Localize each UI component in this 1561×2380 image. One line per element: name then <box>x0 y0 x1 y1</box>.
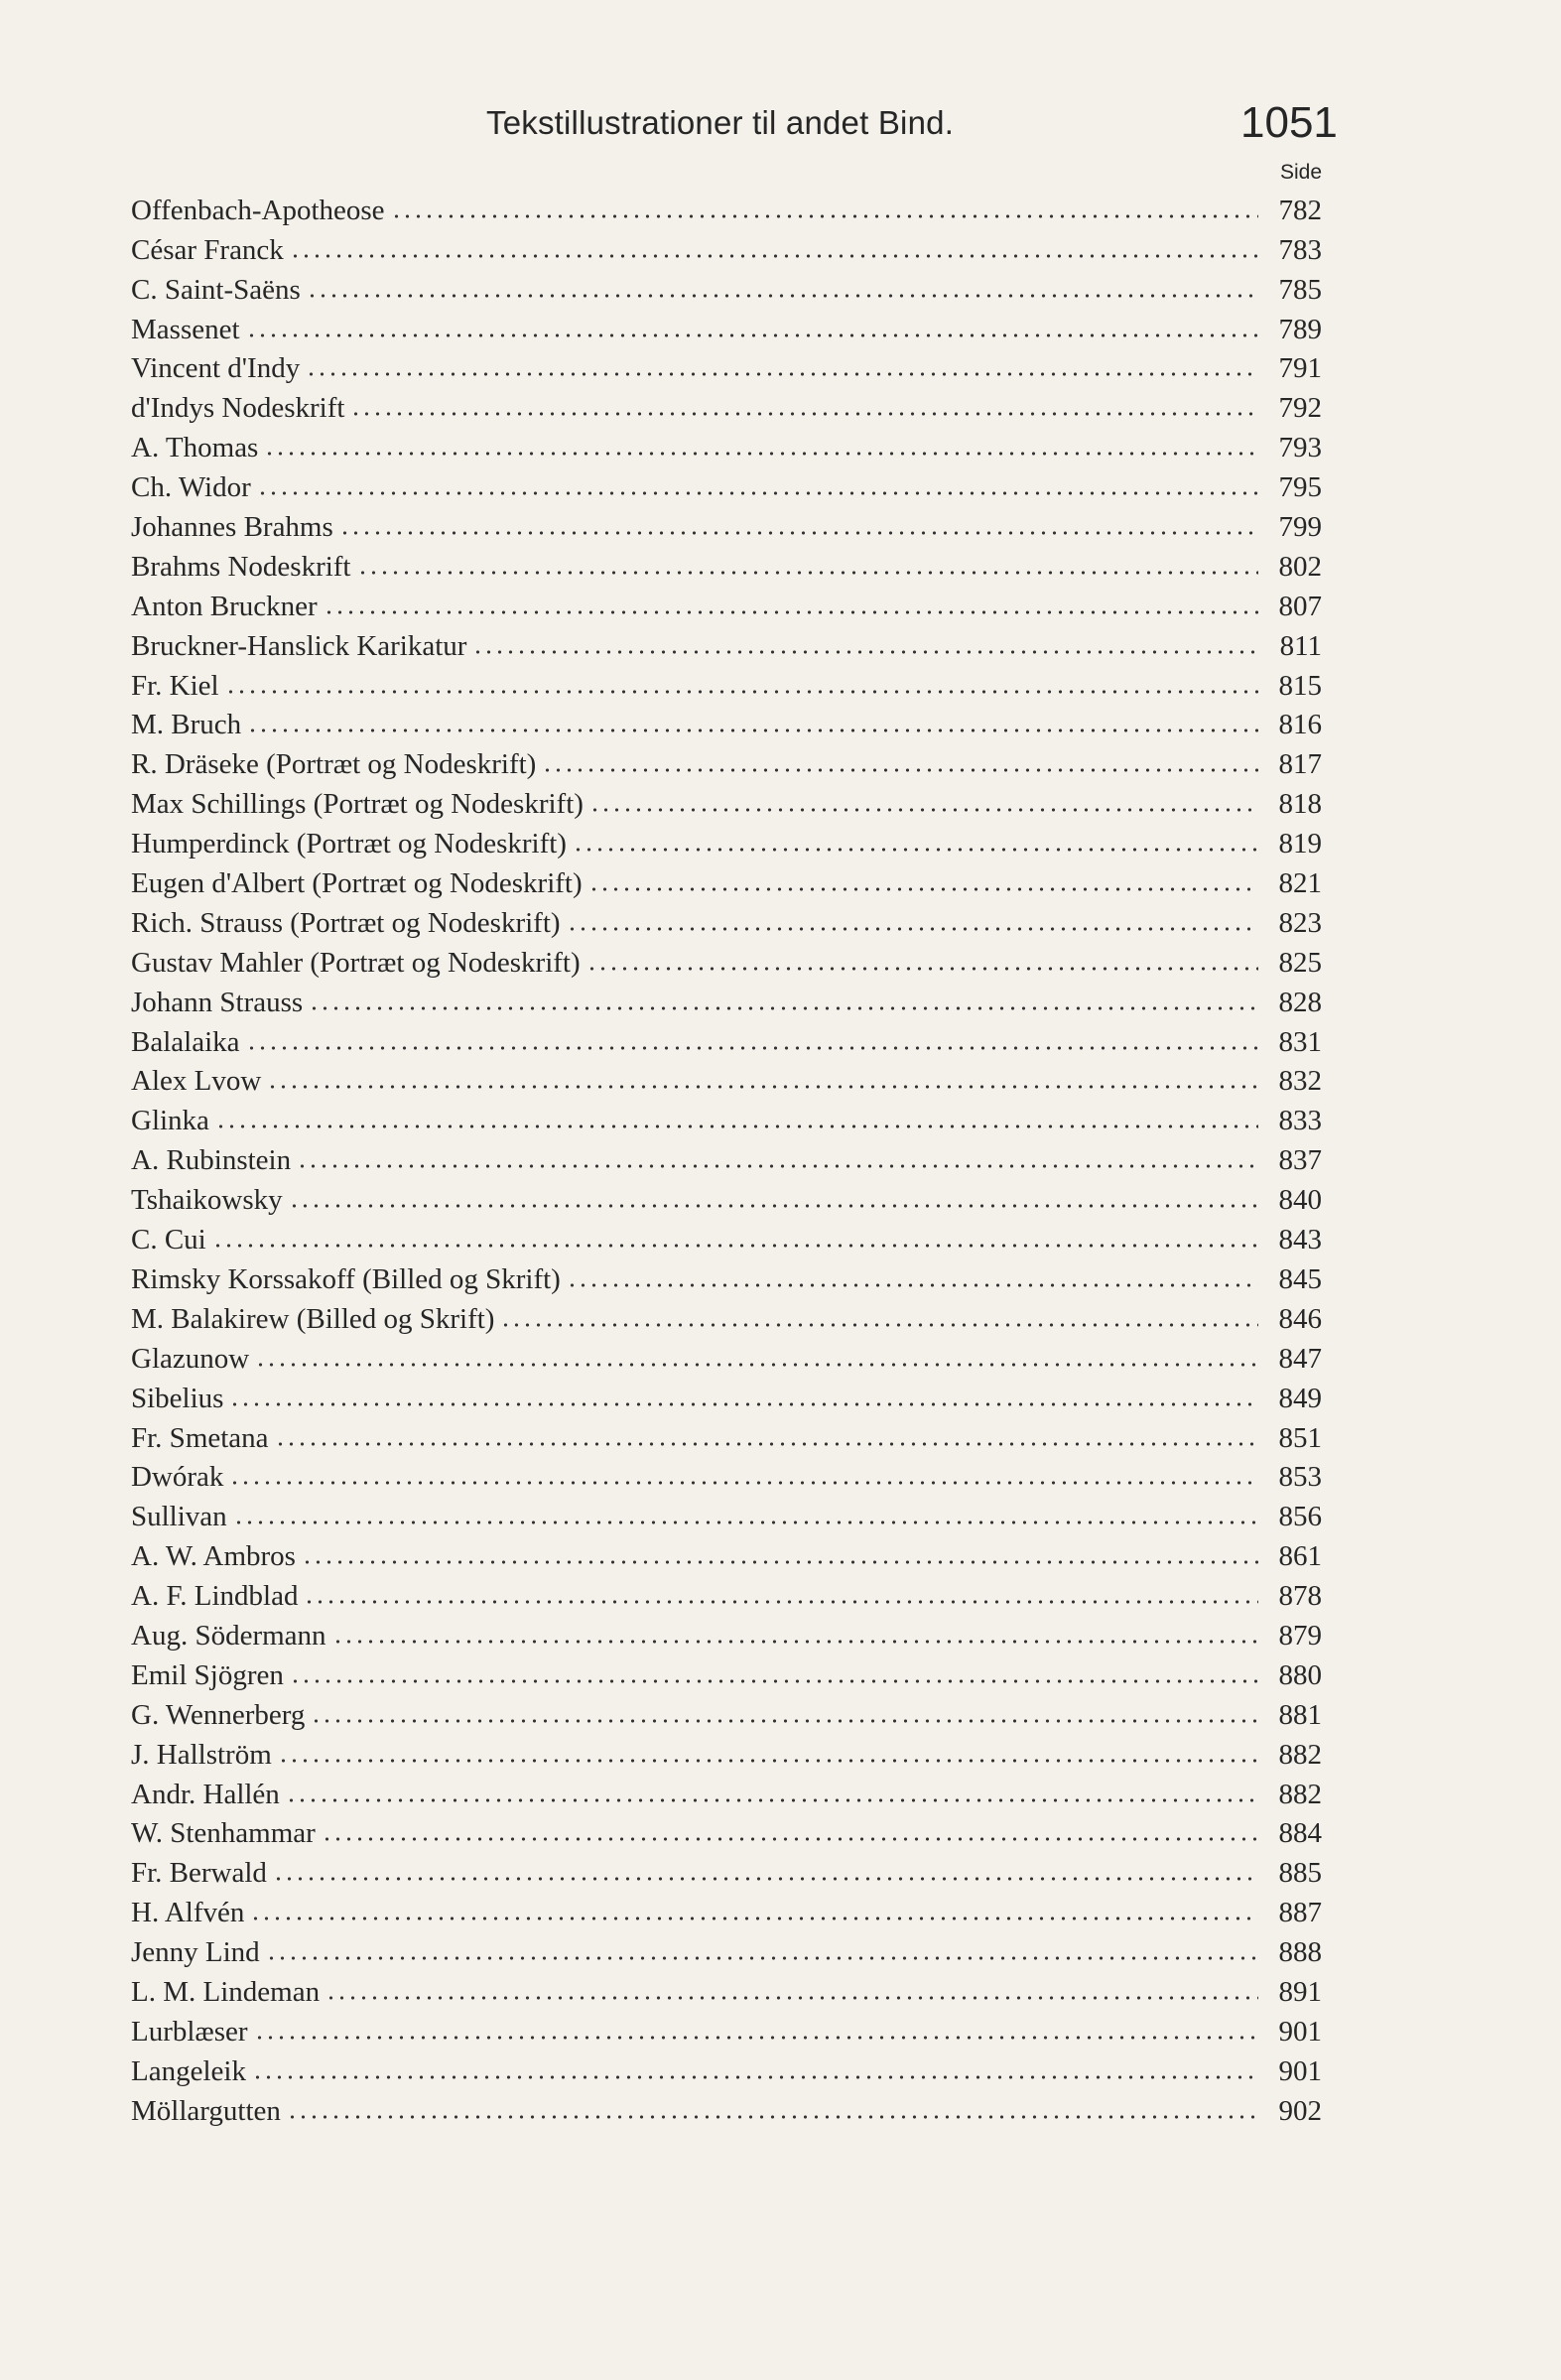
entry-label: Sibelius <box>131 1382 224 1414</box>
dot-leader <box>254 2034 1258 2042</box>
entry-page-number: 807 <box>1278 590 1322 622</box>
entry-label: R. Dräseke (Portræt og Nodeskrift) <box>131 748 537 781</box>
entry-page-number: 782 <box>1278 194 1322 226</box>
entry-page-number: 816 <box>1278 709 1322 741</box>
list-item <box>131 1138 1322 1178</box>
list-item <box>131 1218 1322 1257</box>
list-item <box>131 1970 1322 2010</box>
entry-page-number: 793 <box>1278 432 1322 464</box>
illustration-list <box>131 189 1322 2129</box>
entry-label: A. W. Ambros <box>131 1540 296 1573</box>
list-item <box>131 585 1322 624</box>
entry-label: Fr. Berwald <box>131 1857 267 1890</box>
dot-leader <box>287 2113 1258 2121</box>
list-item <box>131 426 1322 465</box>
list-item <box>131 1812 1322 1852</box>
list-item <box>131 624 1322 664</box>
entry-page-number: 878 <box>1278 1580 1322 1613</box>
entry-page-number: 902 <box>1278 2094 1322 2127</box>
list-item <box>131 1178 1322 1218</box>
dot-leader <box>324 608 1258 616</box>
dot-leader <box>567 925 1258 933</box>
entry-label: Vincent d'Indy <box>131 352 301 385</box>
dot-leader <box>246 331 1258 339</box>
entry-page-number: 819 <box>1278 828 1322 860</box>
entry-page-number: 815 <box>1278 669 1322 702</box>
list-item <box>131 308 1322 347</box>
list-item <box>131 268 1322 308</box>
entry-label: L. M. Lindeman <box>131 1975 321 2008</box>
dot-leader <box>247 727 1258 734</box>
page-number: 1051 <box>1240 98 1338 147</box>
entry-label: Dwórak <box>131 1461 224 1494</box>
entry-page-number: 818 <box>1278 788 1322 821</box>
list-item <box>131 1257 1322 1297</box>
dot-leader <box>246 1044 1258 1052</box>
entry-page-number: 901 <box>1278 2015 1322 2048</box>
dot-leader <box>264 450 1258 458</box>
entry-label: Möllargutten <box>131 2094 281 2127</box>
entry-page-number: 847 <box>1278 1342 1322 1375</box>
entry-label: Johannes Brahms <box>131 511 333 544</box>
entry-label: Sullivan <box>131 1501 227 1533</box>
entry-label: Aug. Södermann <box>131 1619 326 1652</box>
entry-page-number: 802 <box>1278 550 1322 583</box>
entry-page-number: 840 <box>1278 1184 1322 1217</box>
dot-leader <box>588 885 1258 893</box>
list-item <box>131 704 1322 743</box>
entry-page-number: 832 <box>1278 1065 1322 1098</box>
entry-page-number: 891 <box>1278 1975 1322 2008</box>
list-item <box>131 347 1322 387</box>
list-item <box>131 782 1322 822</box>
list-item <box>131 1060 1322 1100</box>
list-item <box>131 1337 1322 1377</box>
entry-label: Johann Strauss <box>131 986 304 1018</box>
dot-leader <box>266 1954 1258 1962</box>
entry-page-number: 885 <box>1278 1857 1322 1890</box>
dot-leader <box>229 1479 1258 1487</box>
dot-leader <box>472 648 1258 656</box>
dot-leader <box>589 806 1258 814</box>
list-item <box>131 1297 1322 1337</box>
list-item <box>131 1773 1322 1812</box>
dot-leader <box>322 1835 1258 1843</box>
dot-leader <box>307 292 1258 300</box>
entry-page-number: 799 <box>1278 511 1322 544</box>
entry-label: Humperdinck (Portræt og Nodeskrift) <box>131 828 567 860</box>
entry-page-number: 888 <box>1278 1936 1322 1969</box>
entry-page-number: 845 <box>1278 1262 1322 1295</box>
dot-leader <box>290 252 1258 260</box>
dot-leader <box>573 846 1258 854</box>
entry-page-number: 837 <box>1278 1144 1322 1177</box>
list-item <box>131 1456 1322 1496</box>
dot-leader <box>278 1757 1258 1765</box>
dot-leader <box>225 688 1258 696</box>
entry-page-number: 887 <box>1278 1897 1322 1929</box>
entry-label: Alex Lvow <box>131 1065 262 1098</box>
entry-label: A. Rubinstein <box>131 1144 292 1177</box>
page-column-label: Side <box>1279 161 1322 184</box>
entry-label: Fr. Smetana <box>131 1421 269 1454</box>
list-item <box>131 2089 1322 2129</box>
dot-leader <box>267 1083 1258 1091</box>
entry-label: Eugen d'Albert (Portræt og Nodeskrift) <box>131 867 583 900</box>
entry-label: d'Indys Nodeskrift <box>131 392 345 425</box>
entry-page-number: 851 <box>1278 1421 1322 1454</box>
entry-page-number: 792 <box>1278 392 1322 425</box>
list-item <box>131 1534 1322 1574</box>
entry-label: Glazunow <box>131 1342 250 1375</box>
entry-label: Balalaika <box>131 1025 240 1058</box>
dot-leader <box>297 1162 1258 1170</box>
list-item <box>131 1495 1322 1534</box>
list-item <box>131 545 1322 585</box>
entry-label: C. Saint-Saëns <box>131 273 301 306</box>
dot-leader <box>391 212 1258 220</box>
entry-label: Rich. Strauss (Portræt og Nodeskrift) <box>131 906 561 939</box>
list-item <box>131 981 1322 1020</box>
list-item <box>131 2010 1322 2049</box>
entry-label: Emil Sjögren <box>131 1658 284 1691</box>
list-item <box>131 1020 1322 1060</box>
dot-leader <box>339 529 1258 537</box>
dot-leader <box>252 2073 1258 2081</box>
entry-page-number: 821 <box>1278 867 1322 900</box>
dot-leader <box>325 1994 1258 2002</box>
entry-label: Max Schillings (Portræt og Nodeskrift) <box>131 788 584 821</box>
dot-leader <box>290 1677 1258 1685</box>
dot-leader <box>229 1400 1258 1408</box>
entry-page-number: 846 <box>1278 1302 1322 1335</box>
dot-leader <box>500 1321 1258 1329</box>
list-item <box>131 505 1322 545</box>
list-item <box>131 189 1322 228</box>
entry-label: Anton Bruckner <box>131 590 318 622</box>
list-item <box>131 1099 1322 1138</box>
dot-leader <box>306 370 1258 378</box>
dot-leader <box>257 489 1258 497</box>
list-item <box>131 2049 1322 2089</box>
list-item <box>131 1693 1322 1733</box>
entry-label: Ch. Widor <box>131 471 251 504</box>
list-item <box>131 664 1322 704</box>
entry-page-number: 879 <box>1278 1619 1322 1652</box>
dot-leader <box>255 1361 1258 1369</box>
dot-leader <box>289 1202 1258 1210</box>
dot-leader <box>215 1123 1258 1130</box>
list-item <box>131 1733 1322 1773</box>
entry-label: H. Alfvén <box>131 1897 245 1929</box>
entry-page-number: 880 <box>1278 1658 1322 1691</box>
entry-label: A. Thomas <box>131 432 259 464</box>
list-item <box>131 742 1322 782</box>
entry-label: A. F. Lindblad <box>131 1580 299 1613</box>
dot-leader <box>350 410 1258 418</box>
entry-label: M. Bruch <box>131 709 242 741</box>
dot-leader <box>250 1915 1258 1922</box>
entry-page-number: 795 <box>1278 471 1322 504</box>
entry-label: Gustav Mahler (Portræt og Nodeskrift) <box>131 946 581 979</box>
dot-leader <box>273 1875 1258 1883</box>
list-item <box>131 465 1322 505</box>
dot-leader <box>567 1281 1258 1289</box>
entry-label: César Franck <box>131 233 284 266</box>
dot-leader <box>212 1242 1258 1250</box>
entry-label: Andr. Hallén <box>131 1778 280 1810</box>
page-header <box>0 94 1561 154</box>
entry-page-number: 823 <box>1278 906 1322 939</box>
list-item <box>131 1416 1322 1456</box>
dot-leader <box>542 766 1258 774</box>
entry-page-number: 901 <box>1278 2054 1322 2087</box>
running-title: Tekstillustrationer til andet Bind. <box>486 104 955 141</box>
entry-label: Langeleik <box>131 2054 246 2087</box>
dot-leader <box>233 1519 1258 1526</box>
entry-page-number: 817 <box>1278 748 1322 781</box>
list-item <box>131 1891 1322 1930</box>
entry-label: C. Cui <box>131 1224 206 1256</box>
entry-page-number: 825 <box>1278 946 1322 979</box>
list-item <box>131 386 1322 426</box>
entry-page-number: 791 <box>1278 352 1322 385</box>
entry-page-number: 785 <box>1278 273 1322 306</box>
list-item <box>131 901 1322 941</box>
entry-page-number: 833 <box>1278 1105 1322 1137</box>
entry-page-number: 856 <box>1278 1501 1322 1533</box>
dot-leader <box>309 1004 1258 1012</box>
list-item <box>131 1653 1322 1693</box>
entry-label: M. Balakirew (Billed og Skrift) <box>131 1302 495 1335</box>
list-item <box>131 941 1322 981</box>
entry-page-number: 828 <box>1278 986 1322 1018</box>
list-item <box>131 1930 1322 1970</box>
entry-label: Jenny Lind <box>131 1936 260 1969</box>
entry-page-number: 831 <box>1278 1025 1322 1058</box>
entry-label: Brahms Nodeskrift <box>131 550 351 583</box>
entry-page-number: 843 <box>1278 1224 1322 1256</box>
list-item <box>131 1614 1322 1653</box>
list-item <box>131 822 1322 861</box>
entry-page-number: 884 <box>1278 1817 1322 1850</box>
entry-page-number: 811 <box>1279 629 1322 662</box>
entry-label: Fr. Kiel <box>131 669 219 702</box>
dot-leader <box>332 1638 1258 1646</box>
entry-page-number: 881 <box>1278 1698 1322 1731</box>
entry-label: Lurblæser <box>131 2015 248 2048</box>
dot-leader <box>357 569 1259 577</box>
entry-label: Massenet <box>131 313 240 345</box>
entry-label: Offenbach-Apotheose <box>131 194 385 226</box>
entry-label: Tshaikowsky <box>131 1184 283 1217</box>
list-item <box>131 1377 1322 1416</box>
dot-leader <box>311 1717 1258 1725</box>
entry-page-number: 783 <box>1278 233 1322 266</box>
list-item <box>131 861 1322 901</box>
entry-label: Glinka <box>131 1105 209 1137</box>
list-item <box>131 228 1322 268</box>
entry-label: Rimsky Korssakoff (Billed og Skrift) <box>131 1262 561 1295</box>
entry-page-number: 861 <box>1278 1540 1322 1573</box>
entry-page-number: 853 <box>1278 1461 1322 1494</box>
dot-leader <box>275 1440 1258 1448</box>
dot-leader <box>304 1598 1258 1606</box>
entry-page-number: 882 <box>1278 1738 1322 1771</box>
entry-label: W. Stenhammar <box>131 1817 316 1850</box>
dot-leader <box>302 1558 1258 1566</box>
entry-page-number: 849 <box>1278 1382 1322 1414</box>
dot-leader <box>286 1796 1258 1804</box>
entry-page-number: 882 <box>1278 1778 1322 1810</box>
entry-label: G. Wennerberg <box>131 1698 306 1731</box>
entry-page-number: 789 <box>1278 313 1322 345</box>
entry-label: Bruckner-Hanslick Karikatur <box>131 629 467 662</box>
list-item <box>131 1574 1322 1614</box>
list-item <box>131 1851 1322 1891</box>
dot-leader <box>586 965 1258 973</box>
entry-label: J. Hallström <box>131 1738 272 1771</box>
